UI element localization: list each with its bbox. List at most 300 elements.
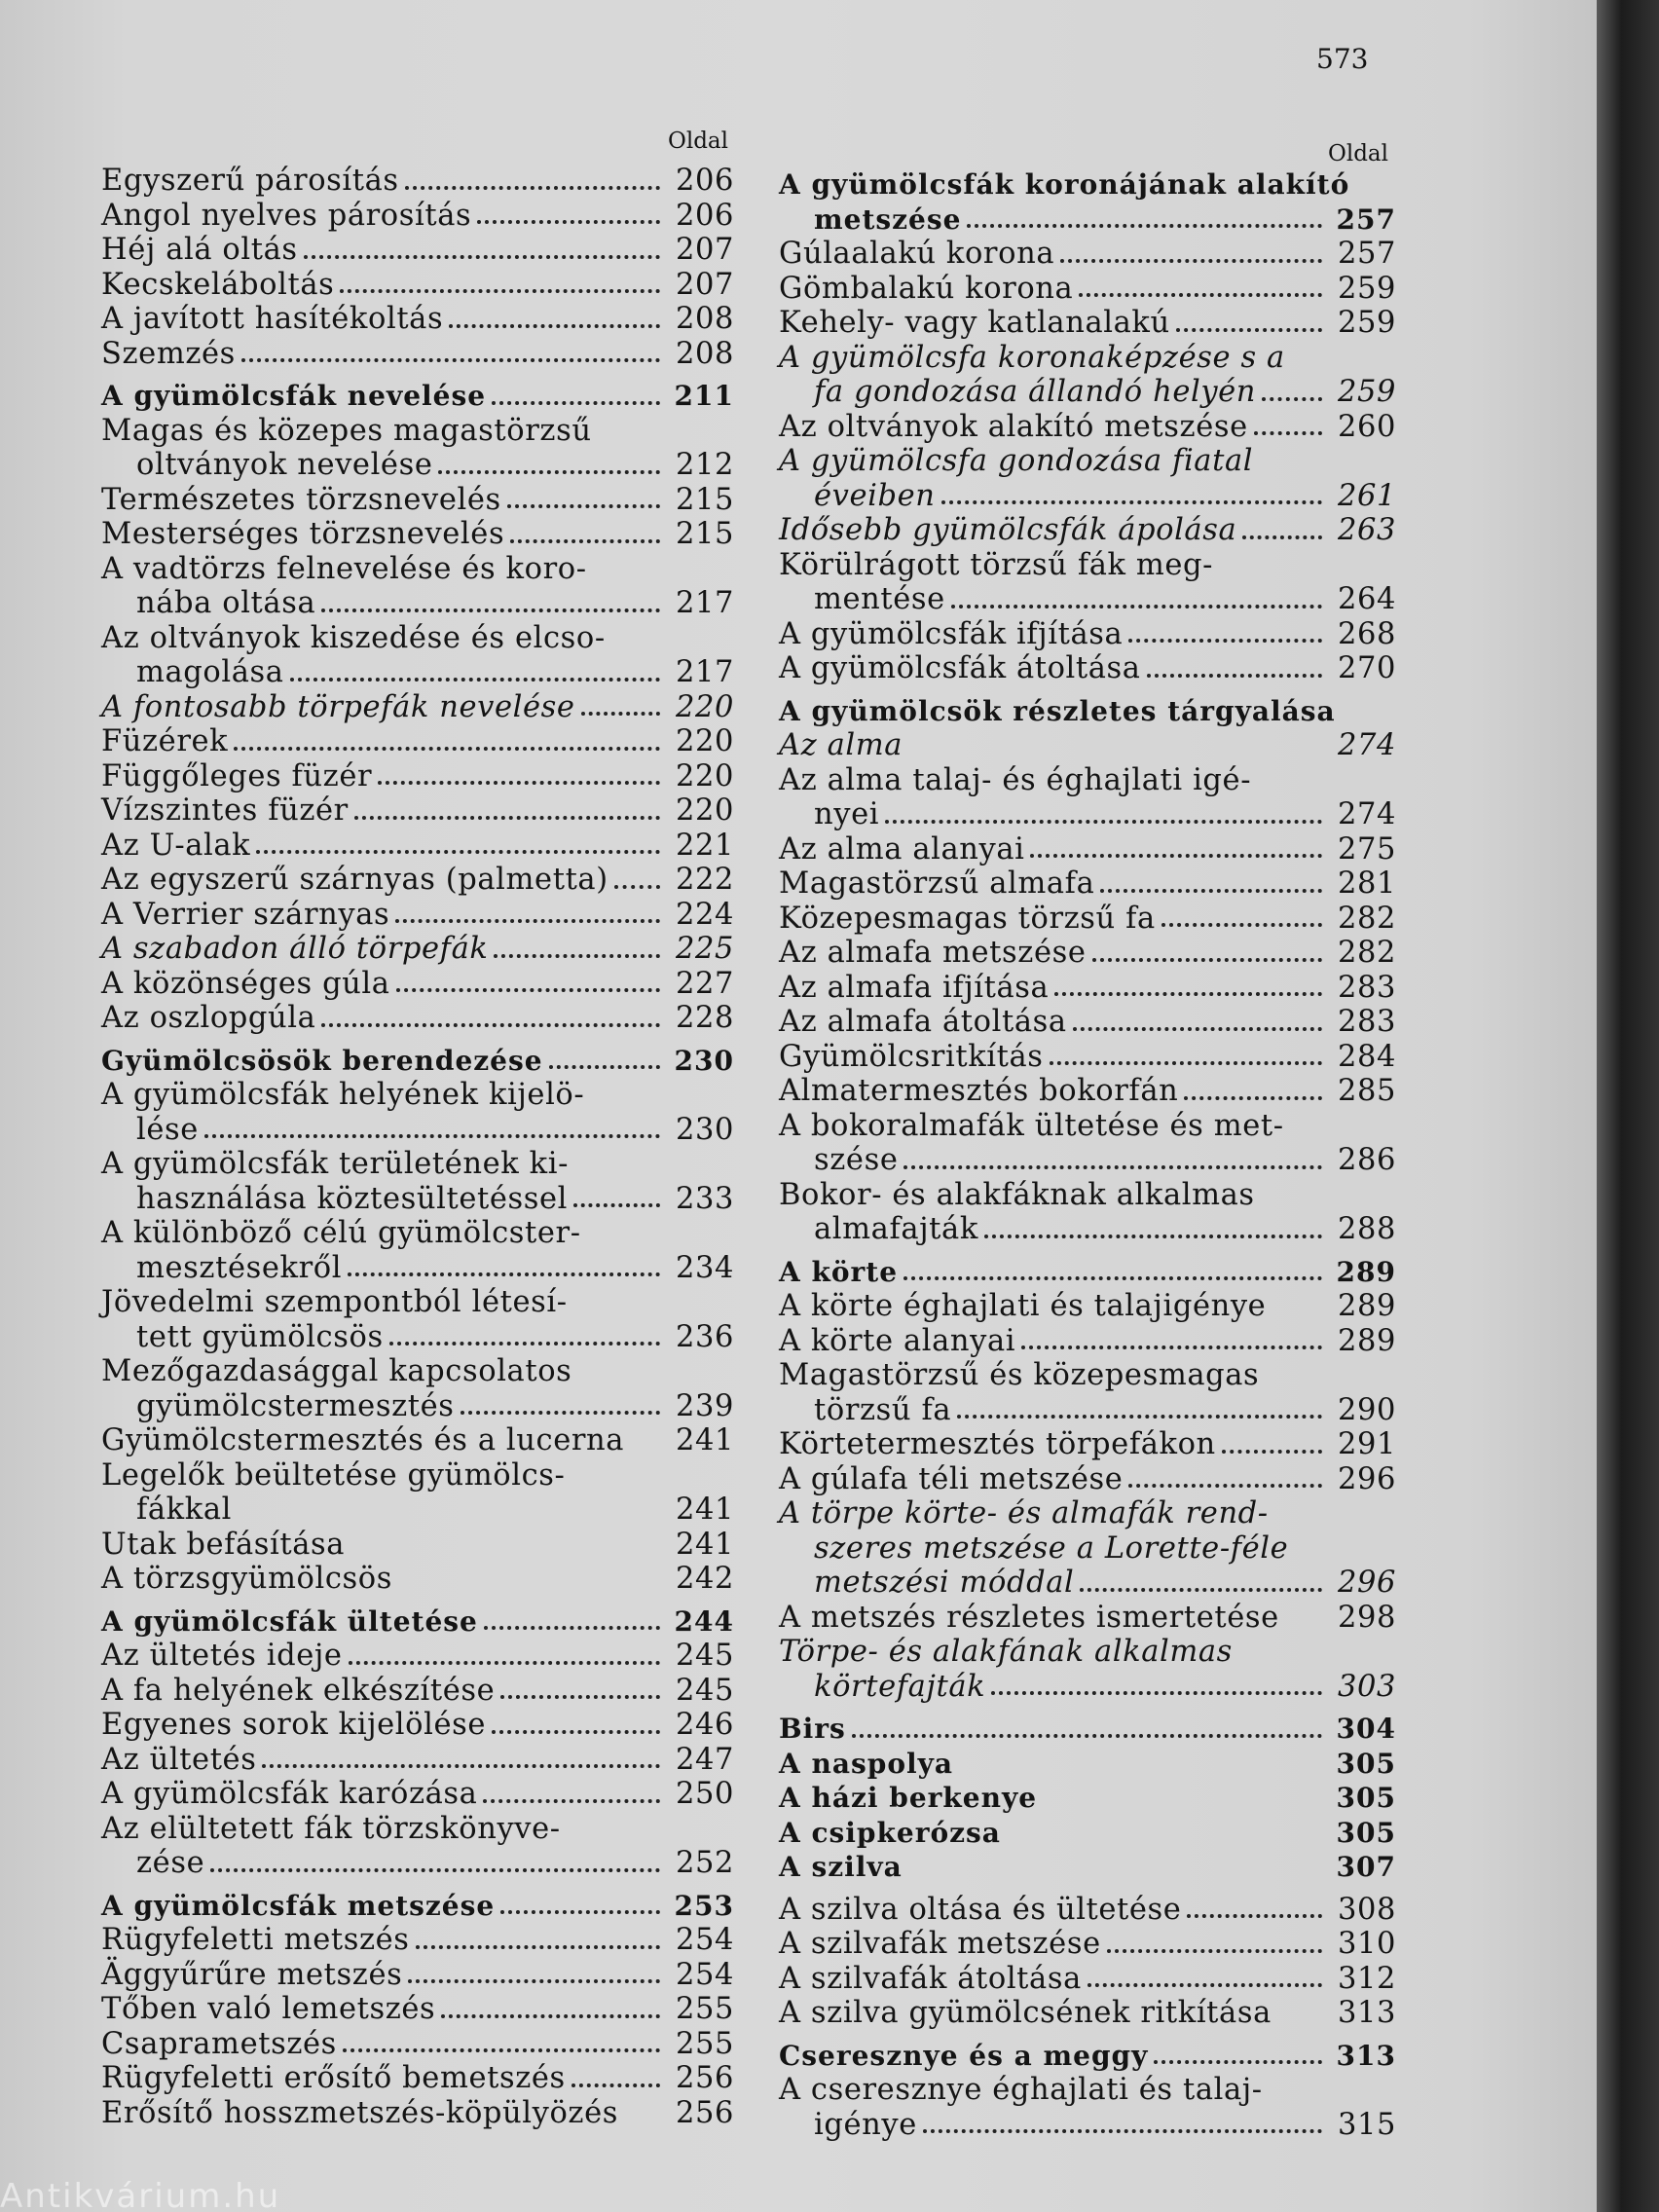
toc-entry	[779, 1531, 1396, 1567]
dot-leader	[1060, 249, 1322, 263]
toc-entry	[101, 448, 734, 483]
toc-entry-title: almafajták	[814, 1212, 978, 1246]
dot-leader	[416, 1936, 660, 1949]
toc-entry	[101, 1604, 734, 1640]
toc-entry-title: Utak befásítása	[101, 1527, 346, 1562]
toc-entry-page: 252	[675, 1846, 734, 1880]
toc-entry	[101, 586, 734, 621]
toc-entry-page: 241	[675, 1493, 734, 1527]
toc-entry-page: 313	[1337, 1996, 1396, 2030]
toc-entry	[101, 793, 734, 829]
toc-entry-title: Körtetermesztés törpefákon	[779, 1427, 1216, 1461]
toc-entry	[779, 1962, 1396, 1997]
dot-leader	[1030, 844, 1322, 858]
dot-leader	[290, 668, 660, 682]
toc-entry	[101, 268, 734, 303]
toc-entry-title: nába oltása	[136, 586, 316, 620]
toc-entry	[779, 1816, 1396, 1851]
dot-leader	[304, 245, 660, 259]
toc-entry-page: 282	[1337, 901, 1396, 936]
toc-entry	[779, 1289, 1396, 1324]
toc-entry-page: 245	[675, 1673, 734, 1708]
toc-entry-title: Gyümölcsritkítás	[779, 1039, 1044, 1074]
toc-entry	[779, 410, 1396, 445]
toc-entry-page: 315	[1337, 2107, 1396, 2142]
toc-entry	[101, 1044, 734, 1079]
dot-leader	[405, 176, 660, 190]
toc-entry-title: Magastörzsű és közepesmagas	[779, 1358, 1260, 1392]
toc-entry	[779, 1601, 1396, 1636]
dot-leader	[484, 1616, 660, 1630]
toc-entry	[779, 1996, 1396, 2031]
toc-entry-title: A csipkerózsa	[779, 1816, 1001, 1849]
toc-entry	[779, 1462, 1396, 1497]
toc-entry	[779, 763, 1396, 798]
toc-entry-page: 254	[675, 1957, 734, 1992]
toc-entry-page: 261	[1337, 478, 1396, 513]
toc-entry-page: 234	[675, 1250, 734, 1285]
toc-entry	[101, 1320, 734, 1355]
dot-leader	[941, 491, 1322, 504]
dot-leader	[492, 1720, 660, 1734]
toc-entry	[101, 1423, 734, 1458]
dot-leader	[408, 1970, 660, 1983]
toc-entry	[101, 302, 734, 337]
dot-leader	[1154, 2050, 1322, 2064]
toc-entry-page: 305	[1336, 1816, 1396, 1849]
dot-leader	[1161, 913, 1322, 927]
toc-entry	[101, 1889, 734, 1924]
toc-entry	[779, 1635, 1396, 1670]
toc-entry	[779, 2039, 1396, 2074]
toc-entry-title: metszési móddal	[814, 1566, 1075, 1600]
toc-entry	[779, 444, 1396, 479]
toc-entry-title: A közönséges gúla	[101, 966, 390, 1001]
dot-leader	[951, 595, 1322, 608]
dot-leader	[348, 1263, 660, 1276]
dot-leader	[1187, 1904, 1322, 1918]
dot-leader	[1054, 982, 1322, 996]
dot-leader	[395, 909, 660, 923]
dot-leader	[1242, 526, 1322, 539]
toc-entry-page: 246	[675, 1708, 734, 1742]
dot-leader	[1088, 1973, 1322, 1987]
toc-entry	[101, 2096, 734, 2131]
toc-entry	[101, 1147, 734, 1182]
toc-entry-page: 282	[1337, 936, 1396, 970]
toc-entry	[779, 1927, 1396, 1962]
toc-entry-title: Az elültetett fák törzskönyve-	[101, 1811, 561, 1846]
toc-entry	[101, 655, 734, 690]
toc-entry	[779, 1893, 1396, 1928]
toc-entry-page: 220	[675, 689, 734, 724]
dot-leader	[1073, 1017, 1322, 1031]
toc-entry-page: 225	[675, 932, 734, 966]
toc-entry-page: 259	[1337, 306, 1396, 340]
dot-leader	[241, 349, 660, 362]
toc-entry-page: 247	[675, 1742, 734, 1777]
toc-entry-title: Az alma talaj- és éghajlati igé-	[779, 762, 1252, 797]
toc-entry-page: 298	[1337, 1600, 1396, 1635]
toc-entry-title: Füzérek	[101, 724, 229, 758]
toc-entry	[101, 1923, 734, 1958]
toc-entry-title: Almatermesztés bokorfán	[779, 1074, 1179, 1108]
toc-entry	[779, 971, 1396, 1006]
toc-entry	[779, 1566, 1396, 1601]
toc-entry-page: 241	[675, 1527, 734, 1562]
toc-entry	[779, 1040, 1396, 1075]
toc-entry	[779, 866, 1396, 902]
dot-leader	[461, 1401, 660, 1415]
toc-entry	[101, 1846, 734, 1881]
toc-entry-title: A gyümölcsfák átoltása	[779, 651, 1141, 685]
toc-entry-title: nyei	[814, 797, 880, 831]
toc-entry-page: 233	[675, 1181, 734, 1216]
toc-entry-title: Az alma	[779, 728, 903, 762]
dot-leader	[441, 2005, 660, 2018]
toc-entry	[779, 617, 1396, 652]
toc-entry-page: 268	[1337, 616, 1396, 651]
toc-entry-title: Egyszerű párosítás	[101, 164, 399, 198]
toc-entry-title: törzsű fa	[814, 1392, 952, 1427]
toc-entry	[779, 1393, 1396, 1428]
toc-entry	[101, 1992, 734, 2027]
toc-entry-title: Legelők beültetése gyümölcs-	[101, 1457, 566, 1493]
toc-entry	[101, 337, 734, 372]
toc-entry-title: A gyümölcsfák ifjítása	[779, 616, 1124, 651]
dot-leader	[438, 461, 660, 474]
toc-entry-title: Äggyűrűre metszés	[101, 1957, 403, 1992]
toc-entry-page: 285	[1337, 1074, 1396, 1108]
toc-entry-title: Törpe- és alakfának alkalmas	[779, 1635, 1233, 1669]
toc-entry	[101, 967, 734, 1002]
toc-entry-title: Közepesmagas törzsű fa	[779, 901, 1156, 936]
dot-leader	[1147, 664, 1322, 678]
toc-entry-title: szése	[814, 1143, 899, 1177]
toc-entry-title: A gyümölcsfák koronájának alakító	[779, 168, 1350, 201]
toc-entry-title: A gyümölcsfa gondozása fiatal	[779, 444, 1254, 478]
dot-leader	[483, 1789, 660, 1803]
dot-leader	[1184, 1087, 1322, 1100]
toc-entry-page: 310	[1337, 1927, 1396, 1961]
toc-entry-page: 230	[674, 1044, 734, 1077]
toc-entry-page: 263	[1337, 513, 1396, 547]
toc-entry-title: Az almafa átoltása	[779, 1005, 1067, 1039]
toc-entry	[779, 513, 1396, 548]
toc-entry	[101, 1562, 734, 1597]
toc-entry-title: Az U-alak	[101, 828, 251, 863]
toc-entry-title: Mesterséges törzsnevelés	[101, 517, 505, 551]
toc-entry-title: Bokor- és alakfáknak alkalmas	[779, 1177, 1255, 1212]
toc-entry-page: 215	[675, 482, 734, 517]
toc-entry	[779, 651, 1396, 686]
toc-entry-title: Mezőgazdasággal kapcsolatos	[101, 1354, 572, 1388]
dot-leader	[1050, 1051, 1322, 1065]
dot-leader	[923, 2120, 1322, 2133]
toc-entry-page: 284	[1337, 1039, 1396, 1074]
toc-entry	[779, 272, 1396, 307]
dot-leader	[234, 737, 660, 751]
toc-entry	[779, 1178, 1396, 1213]
toc-entry	[779, 582, 1396, 617]
toc-entry-page: 228	[675, 1001, 734, 1035]
toc-entry-title: A körte	[779, 1255, 899, 1288]
toc-entry-page: 244	[674, 1604, 734, 1638]
toc-entry-title: Tőben való lemetszés	[101, 1992, 436, 2026]
dot-leader	[1080, 1578, 1322, 1592]
toc-entry-page: 257	[1337, 237, 1396, 271]
toc-entry-title: Szemzés	[101, 336, 236, 371]
toc-entry-page: 254	[675, 1923, 734, 1957]
toc-entry	[101, 1812, 734, 1847]
dot-leader	[1262, 387, 1322, 401]
toc-entry-page: 291	[1337, 1427, 1396, 1461]
toc-entry-title: Az ültetés	[101, 1742, 257, 1777]
toc-entry-page: 224	[675, 897, 734, 932]
toc-entry-title: Rügyfeletti metszés	[101, 1923, 410, 1957]
toc-entry	[101, 1251, 734, 1286]
toc-entry-title: A gyümölcsfák helyének kijelö-	[101, 1078, 585, 1112]
left-column-header: Oldal	[668, 129, 729, 154]
toc-entry-title: Gyümölcsösök berendezése	[101, 1044, 543, 1077]
toc-entry	[101, 199, 734, 234]
toc-entry	[779, 902, 1396, 937]
toc-entry-page: 259	[1337, 375, 1396, 409]
toc-entry-page: 221	[675, 828, 734, 863]
toc-entry-page: 288	[1337, 1212, 1396, 1246]
toc-entry	[779, 548, 1396, 583]
toc-entry-title: tett gyümölcsös	[136, 1319, 384, 1354]
toc-entry-page: 245	[675, 1639, 734, 1673]
dot-leader	[343, 2039, 660, 2052]
toc-entry-page: 256	[675, 2061, 734, 2095]
toc-entry-title: A szilva gyümölcsének ritkítása	[779, 1996, 1272, 2030]
toc-entry-page: 286	[1337, 1143, 1396, 1177]
toc-entry-page: 206	[675, 198, 734, 233]
toc-entry	[101, 1639, 734, 1674]
toc-entry-title: A szilva oltása és ültetése	[779, 1892, 1182, 1927]
toc-entry-page: 255	[675, 2026, 734, 2061]
page-number: 573	[1316, 43, 1369, 75]
dot-leader	[1079, 283, 1322, 297]
toc-entry-title: használása köztesültetéssel	[136, 1181, 569, 1216]
dot-leader	[903, 1267, 1322, 1280]
toc-entry-page: 220	[675, 758, 734, 793]
toc-entry	[779, 1670, 1396, 1705]
toc-entry-title: A házi berkenye	[779, 1782, 1038, 1814]
toc-entry-title: A gyümölcsfa koronaképzése s a	[779, 340, 1285, 375]
toc-entry-page: 289	[1337, 1323, 1396, 1358]
toc-entry-page: 303	[1337, 1669, 1396, 1704]
toc-entry-title: A vadtörzs felnevelése és koro-	[101, 551, 587, 586]
toc-entry-page: 215	[675, 517, 734, 551]
toc-entry	[101, 1743, 734, 1778]
toc-entry-page: 207	[675, 233, 734, 267]
dot-leader	[991, 1681, 1322, 1695]
toc-entry-page: 256	[675, 2095, 734, 2130]
toc-entry	[101, 1674, 734, 1709]
toc-entry	[101, 379, 734, 414]
dot-leader	[581, 702, 660, 716]
toc-entry-title: Az almafa ifjítása	[779, 970, 1050, 1005]
toc-entry-title: magolása	[136, 655, 284, 689]
toc-entry-title: Az ültetés ideje	[101, 1639, 343, 1673]
dot-leader	[614, 875, 660, 889]
toc-entry-title: szeres metszése a Lorette-féle	[814, 1530, 1289, 1566]
toc-entry	[779, 375, 1396, 410]
toc-entry-title: A cseresznye éghajlati és talaj-	[779, 2073, 1263, 2107]
dot-leader	[1128, 1474, 1322, 1488]
toc-entry-page: 241	[675, 1423, 734, 1457]
toc-entry	[101, 1958, 734, 1993]
toc-entry-title: A fa helyének elkészítése	[101, 1673, 496, 1708]
toc-entry	[779, 797, 1396, 832]
toc-entry-title: A körte éghajlati és talajigénye	[779, 1289, 1267, 1323]
toc-entry	[101, 863, 734, 898]
toc-entry-title: Az egyszerű szárnyas (palmetta)	[101, 863, 608, 897]
toc-right-column	[779, 167, 1396, 2142]
toc-entry-page: 239	[675, 1388, 734, 1423]
dot-leader	[354, 806, 660, 820]
toc-entry	[101, 759, 734, 794]
toc-entry-title: Erősítő hosszmetszés-köpülyözés	[101, 2095, 618, 2130]
toc-entry	[779, 1496, 1396, 1531]
toc-entry-title: A szilvafák metszése	[779, 1927, 1101, 1961]
toc-entry	[101, 1078, 734, 1113]
toc-entry	[101, 233, 734, 268]
toc-entry-page: 260	[1337, 409, 1396, 444]
toc-entry-page: 227	[675, 966, 734, 1001]
toc-entry	[101, 164, 734, 199]
toc-entry	[101, 1777, 734, 1812]
dot-leader	[507, 495, 660, 508]
toc-entry-title: lése	[136, 1112, 199, 1147]
toc-entry	[101, 932, 734, 967]
toc-entry-title: Az oltványok alakító metszése	[779, 409, 1248, 444]
toc-entry-title: zése	[136, 1846, 205, 1880]
toc-entry-title: Körülrágott törzsű fák meg-	[779, 547, 1214, 582]
toc-entry-page: 207	[675, 267, 734, 302]
toc-entry-title: Gömbalakú korona	[779, 271, 1074, 306]
toc-entry-title: gyümölcstermesztés	[136, 1388, 455, 1423]
toc-entry-title: Az alma alanyai	[779, 831, 1025, 866]
toc-entry-title: A gyümölcsfák metszése	[101, 1889, 496, 1922]
dot-leader	[492, 391, 660, 405]
toc-entry	[779, 1005, 1396, 1040]
toc-entry	[101, 1708, 734, 1743]
toc-entry-title: Birs	[779, 1713, 846, 1745]
dot-leader	[321, 1014, 660, 1027]
toc-entry-title: A Verrier szárnyas	[101, 897, 390, 932]
dot-leader	[477, 210, 660, 224]
toc-entry-title: A gyümölcsfák ültetése	[101, 1604, 478, 1638]
toc-entry	[779, 936, 1396, 971]
toc-entry-page: 305	[1336, 1782, 1396, 1814]
toc-entry	[779, 1358, 1396, 1393]
toc-entry-title: A körte alanyai	[779, 1323, 1016, 1358]
toc-entry-title: Angol nyelves párosítás	[101, 198, 472, 233]
dot-leader	[573, 1194, 660, 1207]
toc-entry	[101, 829, 734, 864]
toc-entry-title: Gyümölcstermesztés és a lucerna	[101, 1423, 625, 1457]
toc-entry-page: 307	[1336, 1851, 1396, 1883]
toc-entry	[101, 1354, 734, 1389]
toc-entry	[101, 1216, 734, 1251]
toc-entry-title: Kecskeláboltás	[101, 267, 335, 302]
dot-leader	[549, 1055, 660, 1069]
toc-entry-title: Idősebb gyümölcsfák ápolása	[779, 513, 1237, 547]
toc-entry-title: Természetes törzsnevelés	[101, 482, 501, 517]
toc-entry	[101, 2061, 734, 2096]
toc-entry-title: A szilva	[779, 1851, 903, 1883]
toc-entry	[779, 1255, 1396, 1290]
toc-entry-page: 308	[1337, 1892, 1396, 1927]
dot-leader	[1128, 629, 1322, 643]
dot-leader	[396, 978, 660, 992]
toc-entry	[779, 1143, 1396, 1178]
toc-entry-page: 270	[1337, 651, 1396, 685]
toc-entry	[101, 690, 734, 725]
toc-entry-title: Vízszintes füzér	[101, 793, 349, 828]
toc-entry-page: 208	[675, 336, 734, 371]
toc-entry-page: 217	[675, 655, 734, 689]
toc-entry-page: 296	[1337, 1566, 1396, 1600]
dot-leader	[1222, 1440, 1322, 1454]
toc-entry-title: körtefajták	[814, 1669, 986, 1704]
dot-leader	[349, 1651, 660, 1665]
toc-entry	[779, 1712, 1396, 1747]
toc-entry-page: 275	[1337, 831, 1396, 866]
toc-entry-page: 305	[1336, 1747, 1396, 1780]
toc-entry-page: 220	[675, 724, 734, 758]
toc-entry-title: A naspolya	[779, 1747, 954, 1780]
dot-leader	[1021, 1336, 1322, 1349]
toc-entry-title: A szilvafák átoltása	[779, 1961, 1082, 1996]
toc-entry-page: 222	[675, 863, 734, 897]
toc-entry	[101, 1389, 734, 1424]
toc-entry	[101, 552, 734, 587]
dot-leader	[510, 530, 660, 543]
dot-leader	[494, 944, 660, 958]
toc-entry	[101, 1528, 734, 1563]
dot-leader	[340, 279, 660, 293]
dot-leader	[389, 1332, 660, 1346]
toc-entry	[779, 832, 1396, 867]
toc-entry-page: 289	[1337, 1289, 1396, 1323]
toc-entry	[779, 1747, 1396, 1782]
dot-leader	[903, 1156, 1322, 1169]
toc-entry	[101, 1113, 734, 1148]
toc-entry	[779, 1109, 1396, 1144]
toc-entry-title: Függőleges füzér	[101, 758, 373, 793]
toc-entry	[779, 167, 1396, 203]
toc-entry	[779, 694, 1396, 729]
toc-entry-page: 250	[675, 1777, 734, 1811]
toc-entry	[101, 483, 734, 518]
dot-leader	[378, 771, 660, 785]
toc-entry-title: Gúlaalakú korona	[779, 237, 1055, 271]
toc-entry-title: A gyümölcsfák karózása	[101, 1777, 478, 1811]
toc-entry-title: Héj alá oltás	[101, 233, 298, 267]
dot-leader	[256, 840, 660, 854]
toc-entry-title: A fontosabb törpefák nevelése	[101, 689, 575, 724]
toc-entry-page: 217	[675, 586, 734, 620]
toc-entry-title: A bokoralmafák ültetése és met-	[779, 1108, 1284, 1143]
dot-leader	[262, 1754, 660, 1768]
toc-entry-title: Egyenes sorok kijelölése	[101, 1708, 487, 1742]
dot-leader	[1254, 422, 1322, 435]
toc-entry	[779, 1324, 1396, 1359]
